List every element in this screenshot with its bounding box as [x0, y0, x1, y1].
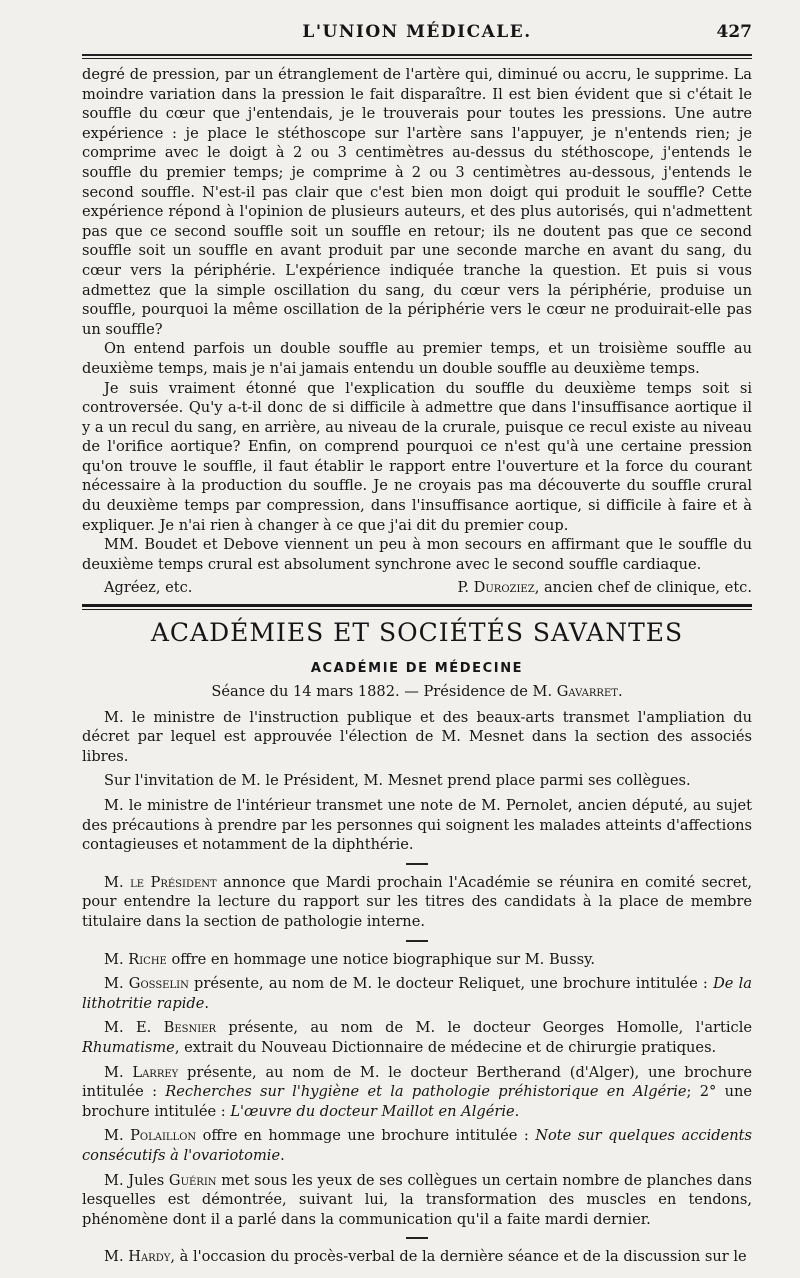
session-president: Gavarret: [556, 683, 618, 701]
letter-paragraph: MM. Boudet et Debove viennent un peu à mon secours en affirmant que le souffle du deuxième temps crural est absolument synchrone avec le second souffle cardiaque.: [82, 536, 752, 573]
academy-title: ACADÉMIE DE MÉDECINE: [310, 661, 524, 677]
session-suffix: .: [617, 683, 623, 701]
minutes-paragraph: [82, 974, 752, 1013]
text-run: annonce que Mardi prochain l'Académie se réunira en comité secret, pour entendre la lecture du rapport sur les titres des candidats à la place de membre titulaire dans la section de pathologie interne.: [82, 873, 752, 930]
italic-title: De la lithotritie rapide: [82, 975, 752, 1012]
separator-dash: [406, 863, 428, 865]
text-run: M.: [104, 975, 129, 993]
italic-title: Rhumatisme: [82, 1038, 175, 1056]
italic-title: Recherches sur l'hygiène et la pathologie préhistorique en Algérie: [165, 1083, 687, 1101]
signature-name: P. Duroziez: [457, 579, 535, 597]
text-run: met sous les yeux de ses collègues un certain nombre de planches dans lesquelles est démontrée, suivant lui, la transformation des muscles en tendons, phénomène dont il a parlé dans la communication qu'il a faite mardi dernier.: [82, 1171, 753, 1228]
letter-signature: [82, 578, 752, 598]
text-run: présente, au nom de M. le docteur Reliquet, une brochure intitulée :: [188, 975, 714, 993]
minutes-paragraph: M. le ministre de l'intérieur transmet une note de M. Pernolet, ancien député, au sujet des précautions à prendre par les personnes qui soignent les malades atteints d'affections contagieuses et notamment de la diphthérie.: [82, 797, 752, 854]
minutes-paragraph: M. le ministre de l'instruction publique et des beaux-arts transmet l'ampliation du décret par lequel est approuvée l'élection de M. Mesnet dans la section des associés libres.: [82, 708, 752, 765]
text-run: .: [514, 1102, 520, 1120]
speaker-name: Larrey: [132, 1063, 179, 1081]
text-run: M.: [104, 1248, 129, 1266]
text-run: M.: [104, 1127, 131, 1145]
letter-body: [82, 65, 752, 598]
separator-dash: [406, 1237, 428, 1239]
session-prefix: Séance du 14 mars 1882. — Présidence de M.: [211, 683, 557, 701]
speaker-name: Gosselin: [128, 975, 189, 993]
minutes-paragraph: [82, 1063, 752, 1122]
header-rule: [82, 54, 752, 59]
text-run: .: [280, 1146, 285, 1164]
letter-paragraph: On entend parfois un double souffle au premier temps, et un troisième souffle au deuxième temps, mais je n'ai jamais entendu un double souffle au deuxième temps.: [82, 340, 752, 377]
speaker-name: Hardy: [128, 1248, 171, 1266]
page-number: 427: [716, 22, 752, 42]
minutes-paragraph: [82, 1018, 752, 1057]
minutes-paragraph: [82, 1126, 752, 1165]
text-run: offre en hommage une notice biographique sur M. Bussy.: [166, 950, 596, 968]
text-run: ; 2° une brochure intitulée :: [82, 1083, 753, 1120]
minutes-body: [82, 708, 752, 1267]
speaker-name: Riche: [128, 950, 167, 968]
speaker-name: Guérin: [168, 1171, 217, 1189]
text-run: présente, au nom de M. le docteur Bertherand (d'Alger), une brochure intitulée :: [82, 1063, 752, 1101]
letter-paragraph: degré de pression, par un étranglement de l'artère qui, diminué ou accru, le supprime. La moindre variation dans la pression le fait disparaître. Il est bien évident que si c'était le souffle du cœur que j'entendais, je le trouverais pour toutes les pressions. Une autre expérience : je place le stéthoscope sur l'artère sans l'appuyer, je n'entends rien; je comprime avec le doigt à 2 ou 3 centimètres au-dessus du stéthoscope, j'entends le souffle du premier temps; je comprime à 2 ou 3 centimètres au-dessous, j'entends le second souffle. N'est-il pas clair que c'est bien mon doigt qui produit le souffle? Cette expérience répond à l'opinion de plusieurs auteurs, et des plus autorisés, qui n'admettent pas que ce second souffle soit un souffle en retour; ils ne doutent pas que ce second souffle soit un souffle en avant produit par une seconde marche en avant du sang, du cœur vers la périphérie. L'expérience indiquée tranche la question. Et puis si vous admettez que la simple oscillation du sang, du cœur vers la périphérie, produise un souffle, pourquoi la même oscillation de la périphérie vers le cœur ne produirait-elle pas un souffle?: [82, 66, 752, 338]
separator-dash: [406, 940, 428, 942]
italic-title: L'œuvre du docteur Maillot en Algérie: [230, 1102, 515, 1120]
closing: Agréez, etc.: [104, 579, 193, 597]
text-run: M. Jules: [104, 1171, 169, 1189]
section-rule: [82, 604, 752, 610]
text-run: , extrait du Nouveau Dictionnaire de médecine et de chirurgie pratiques.: [174, 1038, 717, 1056]
speaker-name: Polaillon: [130, 1127, 197, 1145]
signature: [458, 578, 752, 598]
text-run: , à l'occasion du procès-verbal de la dernière séance et de la discussion sur le: [170, 1248, 747, 1266]
italic-title: Note sur quelques accidents consécutifs à l'ovariotomie: [82, 1127, 752, 1164]
minutes-paragraph: [82, 1247, 752, 1267]
text-run: M.: [104, 873, 131, 891]
letter-paragraph: Je suis vraiment étonné que l'explication du souffle du deuxième temps soit si controversée. Qu'y a-t-il donc de si difficile à admettre que dans l'insuffisance aortique il y a un recul du sang, en arrière, au niveau de la crurale, puisque ce recul existe au niveau de l'orifice aortique? Enfin, on comprend pourquoi ce n'est qu'à une certaine pression qu'on trouve le souffle, il faut établir le rapport entre l'ouverture et la force du courant nécessaire à la production du souffle. Je ne croyais pas ma découverte du souffle crural du deuxième temps par compression, dans l'insuffisance aortique, si difficile à faire et à expliquer. Je n'ai rien à changer à ce que j'ai dit du premier coup.: [82, 379, 752, 534]
signature-title: , ancien chef de clinique, etc.: [534, 579, 752, 597]
journal-title: L'UNION MÉDICALE.: [302, 22, 532, 42]
session-line: [82, 682, 752, 702]
minutes-paragraph: [82, 950, 752, 970]
speaker-name: le Président: [130, 873, 217, 891]
minutes-paragraph: [82, 1171, 752, 1230]
text-run: M.: [104, 950, 129, 968]
section-title: ACADÉMIES ET SOCIÉTÉS SAVANTES: [150, 618, 684, 648]
text-run: M. E.: [104, 1019, 164, 1037]
minutes-paragraph: Sur l'invitation de M. le Président, M. Mesnet prend place parmi ses collègues.: [104, 772, 691, 790]
text-run: .: [204, 994, 210, 1012]
minutes-paragraph: [82, 873, 752, 932]
text-run: offre en hommage une brochure intitulée :: [196, 1127, 536, 1145]
text-run: présente, au nom de M. le docteur Georges Homolle, l'article: [216, 1019, 752, 1037]
speaker-name: Besnier: [163, 1019, 216, 1037]
text-run: M.: [104, 1063, 133, 1081]
running-head: [82, 22, 752, 52]
